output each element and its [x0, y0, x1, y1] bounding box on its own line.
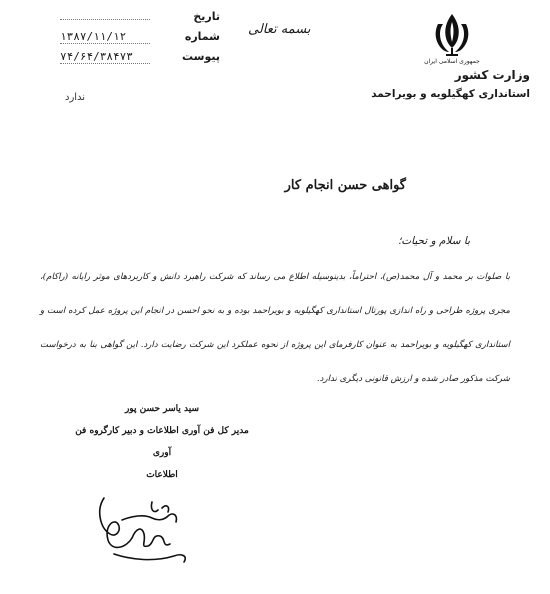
- ministry-block: [371, 68, 530, 100]
- date-label: تاریخ: [193, 10, 220, 23]
- attachment-note: ندارد: [65, 92, 86, 103]
- letter-meta: [60, 10, 220, 70]
- signer-title-cont: اطلاعات: [146, 470, 178, 480]
- meta-row-attachment: [60, 50, 220, 70]
- letter-body: با صلوات بر محمد و آل محمد(ص)، احتراماً، بدینوسیله اطلاع می رساند که شرکت راهبرد دانش و کاربردهای موثر رایانه (راکام)، مجری پروژه طراحی و راه اندازی پورتال استانداری کهگیلویه و بویراحمد بوده و به نحو احسن در انجام این پروژه عمل کرده است و استانداری کهگیلویه و بویراحمد به عنوان کارفرمای این پروژه از نحوه عملکرد این شرکت رضایت دارد. این گواهی بنا به درخواست شرکت مذکور صادر شده و ارزش قانونی دیگری ندارد.: [40, 272, 510, 384]
- signer-name: سید یاسر حسن پور: [124, 404, 200, 414]
- attachment-label: پیوست: [182, 50, 220, 63]
- letter-title: گواهی حسن انجام کار: [284, 178, 406, 193]
- signer-title: مدیر کل فن آوری اطلاعات و دبیر کارگروه فن آوری: [75, 426, 249, 458]
- number-value: ۱۳۸۷/۱۱/۱۲: [60, 30, 150, 44]
- meta-row-date: [60, 10, 220, 30]
- province-office: استانداری کهگیلویه و بویراحمد: [371, 88, 530, 100]
- signer-block: [72, 398, 252, 486]
- attachment-value: ۷۴/۶۴/۳۸۴۷۳: [60, 50, 150, 64]
- meta-row-number: [60, 30, 220, 50]
- greeting: با سلام و تحیات؛: [397, 235, 470, 247]
- emblem-caption: جمهوری اسلامی ایران: [424, 58, 480, 65]
- number-label: شماره: [184, 30, 220, 43]
- date-value: [60, 19, 150, 20]
- ministry-name: وزارت کشور: [454, 68, 530, 82]
- handwritten-signature: [92, 490, 202, 580]
- invocation: بسمه تعالی: [248, 22, 311, 37]
- iran-emblem-icon: [432, 12, 472, 58]
